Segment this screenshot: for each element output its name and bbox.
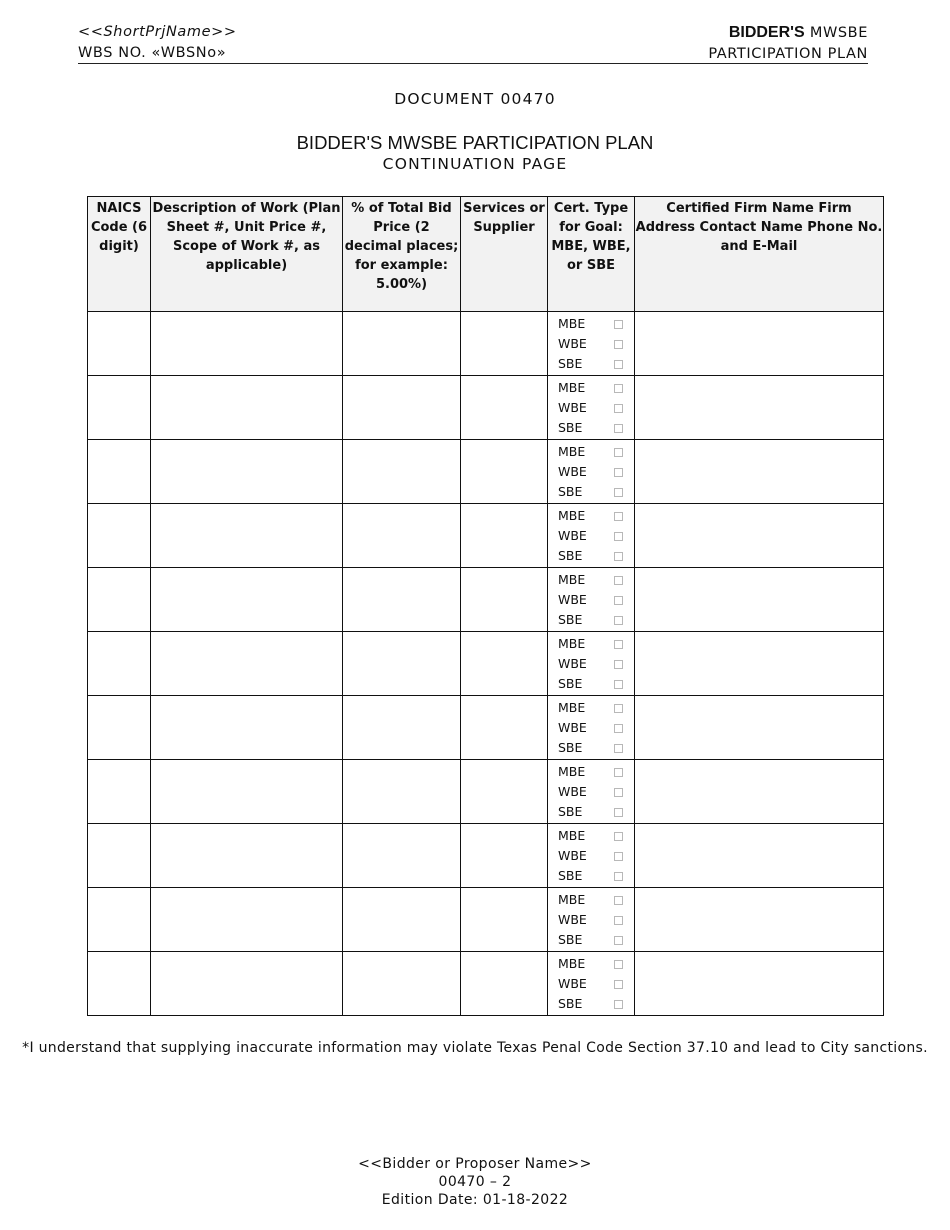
checkbox-icon[interactable] <box>614 1000 623 1009</box>
description-cell[interactable] <box>151 696 343 760</box>
percent-cell[interactable] <box>343 504 461 568</box>
checkbox-icon[interactable] <box>614 552 623 561</box>
firm-info-cell[interactable] <box>635 312 884 376</box>
header-left <box>78 22 237 64</box>
cert-option-label: SBE <box>558 548 583 563</box>
cert-option-label: WBE <box>558 976 587 991</box>
checkbox-icon[interactable] <box>614 404 623 413</box>
firm-info-cell[interactable] <box>635 376 884 440</box>
cert-option-label: SBE <box>558 676 583 691</box>
cert-option-label: SBE <box>558 740 583 755</box>
cert-option-label: MBE <box>558 956 586 971</box>
cert-option <box>558 398 634 418</box>
checkbox-icon[interactable] <box>614 960 623 969</box>
cert-option-label: MBE <box>558 700 586 715</box>
checkbox-icon[interactable] <box>614 832 623 841</box>
wbs-number: WBS NO. «WBSNo» <box>78 45 227 61</box>
cert-option-label: WBE <box>558 720 587 735</box>
checkbox-icon[interactable] <box>614 936 623 945</box>
percent-cell[interactable] <box>343 376 461 440</box>
cert-option-label: WBE <box>558 912 587 927</box>
project-name: <<ShortPrjName>> <box>78 24 237 40</box>
checkbox-icon[interactable] <box>614 768 623 777</box>
checkbox-icon[interactable] <box>614 680 623 689</box>
firm-info-cell[interactable] <box>635 440 884 504</box>
cert-option-label: SBE <box>558 932 583 947</box>
cert-option <box>558 634 634 654</box>
header-mwsbe: MWSBE <box>804 25 868 41</box>
services-cell[interactable] <box>461 632 548 696</box>
cert-option <box>558 314 634 334</box>
page-footer <box>0 1155 950 1209</box>
header-rule <box>78 63 868 64</box>
cert-option-label: SBE <box>558 996 583 1011</box>
footnote: *I understand that supplying inaccurate information may violate Texas Penal Code Section 37.10 and lead to City sanctions. <box>22 1040 928 1056</box>
cert-option <box>558 442 634 462</box>
description-cell[interactable] <box>151 824 343 888</box>
header-bidders: BIDDER'S <box>728 24 805 41</box>
checkbox-icon[interactable] <box>614 744 623 753</box>
naics-cell[interactable] <box>88 952 151 1016</box>
firm-info-cell[interactable] <box>635 952 884 1016</box>
page-title: BIDDER'S MWSBE PARTICIPATION PLAN <box>296 132 654 153</box>
naics-cell[interactable] <box>88 824 151 888</box>
cert-option <box>558 610 634 630</box>
cert-option-label: WBE <box>558 784 587 799</box>
cert-option <box>558 846 634 866</box>
percent-cell[interactable] <box>343 888 461 952</box>
percent-cell[interactable] <box>343 568 461 632</box>
cert-option <box>558 738 634 758</box>
cert-type-cell <box>548 952 635 1016</box>
services-cell[interactable] <box>461 824 548 888</box>
checkbox-icon[interactable] <box>614 468 623 477</box>
cert-option-label: MBE <box>558 764 586 779</box>
checkbox-icon[interactable] <box>614 512 623 521</box>
cert-option <box>558 782 634 802</box>
services-cell[interactable] <box>461 952 548 1016</box>
header-participation-plan: PARTICIPATION PLAN <box>708 46 868 62</box>
percent-cell[interactable] <box>343 440 461 504</box>
cert-option <box>558 546 634 566</box>
cert-option-label: MBE <box>558 316 586 331</box>
cert-option-label: WBE <box>558 848 587 863</box>
checkbox-icon[interactable] <box>614 424 623 433</box>
services-cell[interactable] <box>461 504 548 568</box>
checkbox-icon[interactable] <box>614 320 623 329</box>
cert-type-cell <box>548 504 635 568</box>
cert-type-cell <box>548 696 635 760</box>
cert-option <box>558 994 634 1014</box>
cert-option <box>558 974 634 994</box>
services-cell[interactable] <box>461 888 548 952</box>
checkbox-icon[interactable] <box>614 896 623 905</box>
cert-option-label: WBE <box>558 528 587 543</box>
cert-option <box>558 378 634 398</box>
services-cell[interactable] <box>461 568 548 632</box>
cert-option-label: WBE <box>558 464 587 479</box>
naics-cell[interactable] <box>88 312 151 376</box>
cert-option <box>558 910 634 930</box>
col-services-or-supplier: Services or Supplier <box>461 197 548 312</box>
cert-type-cell <box>548 376 635 440</box>
table-row <box>88 696 884 760</box>
services-cell[interactable] <box>461 312 548 376</box>
cert-option-label: SBE <box>558 420 583 435</box>
cert-type-cell <box>548 632 635 696</box>
col-description-of-work: Description of Work (Plan Sheet #, Unit Price #, Scope of Work #, as applicable) <box>151 197 343 312</box>
checkbox-icon[interactable] <box>614 660 623 669</box>
description-cell[interactable] <box>151 888 343 952</box>
naics-cell[interactable] <box>88 760 151 824</box>
table-row <box>88 824 884 888</box>
cert-option <box>558 590 634 610</box>
cert-option-label: MBE <box>558 380 586 395</box>
cert-option-label: MBE <box>558 508 586 523</box>
checkbox-icon[interactable] <box>614 852 623 861</box>
col-percent-total-bid: % of Total Bid Price (2 decimal places; for example: 5.00%) <box>343 197 461 312</box>
col-naics-code: NAICS Code (6 digit) <box>88 197 151 312</box>
naics-cell[interactable] <box>88 568 151 632</box>
firm-info-cell[interactable] <box>635 760 884 824</box>
percent-cell[interactable] <box>343 760 461 824</box>
checkbox-icon[interactable] <box>614 576 623 585</box>
checkbox-icon[interactable] <box>614 916 623 925</box>
naics-cell[interactable] <box>88 440 151 504</box>
cert-option-label: MBE <box>558 572 586 587</box>
services-cell[interactable] <box>461 376 548 440</box>
checkbox-icon[interactable] <box>614 724 623 733</box>
cert-option <box>558 482 634 502</box>
checkbox-icon[interactable] <box>614 872 623 881</box>
services-cell[interactable] <box>461 760 548 824</box>
checkbox-icon[interactable] <box>614 448 623 457</box>
cert-option <box>558 526 634 546</box>
description-cell[interactable] <box>151 440 343 504</box>
cert-type-cell <box>548 888 635 952</box>
naics-cell[interactable] <box>88 376 151 440</box>
cert-option <box>558 570 634 590</box>
checkbox-icon[interactable] <box>614 980 623 989</box>
description-cell[interactable] <box>151 632 343 696</box>
cert-option <box>558 802 634 822</box>
table-row <box>88 888 884 952</box>
checkbox-icon[interactable] <box>614 640 623 649</box>
cert-option-label: SBE <box>558 484 583 499</box>
percent-cell[interactable] <box>343 952 461 1016</box>
table-row <box>88 760 884 824</box>
footer-page-number: 00470 – 2 <box>438 1174 512 1190</box>
cert-option <box>558 826 634 846</box>
firm-info-cell[interactable] <box>635 824 884 888</box>
cert-type-cell <box>548 440 635 504</box>
description-cell[interactable] <box>151 760 343 824</box>
cert-option-label: WBE <box>558 400 587 415</box>
cert-option-label: MBE <box>558 444 586 459</box>
cert-option <box>558 462 634 482</box>
checkbox-icon[interactable] <box>614 788 623 797</box>
table-row <box>88 632 884 696</box>
table-header-row <box>88 197 884 312</box>
cert-option <box>558 506 634 526</box>
checkbox-icon[interactable] <box>614 704 623 713</box>
footer-bidder-name: <<Bidder or Proposer Name>> <box>358 1156 592 1172</box>
description-cell[interactable] <box>151 312 343 376</box>
page-subtitle: CONTINUATION PAGE <box>382 155 568 173</box>
checkbox-icon[interactable] <box>614 340 623 349</box>
cert-option <box>558 930 634 950</box>
col-certified-firm: Certified Firm Name Firm Address Contact Name Phone No. and E-Mail <box>635 197 884 312</box>
cert-option-label: MBE <box>558 828 586 843</box>
services-cell[interactable] <box>461 696 548 760</box>
description-cell[interactable] <box>151 504 343 568</box>
firm-info-cell[interactable] <box>635 632 884 696</box>
firm-info-cell[interactable] <box>635 504 884 568</box>
cert-option-label: WBE <box>558 336 587 351</box>
cert-type-cell <box>548 760 635 824</box>
cert-option-label: MBE <box>558 636 586 651</box>
percent-cell[interactable] <box>343 312 461 376</box>
checkbox-icon[interactable] <box>614 808 623 817</box>
cert-option <box>558 354 634 374</box>
cert-option-label: WBE <box>558 592 587 607</box>
table-row <box>88 952 884 1016</box>
cert-type-cell <box>548 824 635 888</box>
cert-option-label: SBE <box>558 356 583 371</box>
checkbox-icon[interactable] <box>614 616 623 625</box>
naics-cell[interactable] <box>88 632 151 696</box>
cert-type-cell <box>548 568 635 632</box>
cert-option <box>558 654 634 674</box>
cert-option-label: SBE <box>558 804 583 819</box>
cert-option-label: MBE <box>558 892 586 907</box>
cert-option-label: WBE <box>558 656 587 671</box>
table-row <box>88 312 884 376</box>
checkbox-icon[interactable] <box>614 384 623 393</box>
description-cell[interactable] <box>151 952 343 1016</box>
description-cell[interactable] <box>151 568 343 632</box>
document-number: DOCUMENT 00470 <box>394 90 556 108</box>
cert-option <box>558 762 634 782</box>
cert-option <box>558 418 634 438</box>
checkbox-icon[interactable] <box>614 360 623 369</box>
firm-info-cell[interactable] <box>635 888 884 952</box>
table-row <box>88 568 884 632</box>
percent-cell[interactable] <box>343 696 461 760</box>
cert-option-label: SBE <box>558 612 583 627</box>
cert-option <box>558 890 634 910</box>
cert-option <box>558 718 634 738</box>
cert-option <box>558 954 634 974</box>
firm-info-cell[interactable] <box>635 568 884 632</box>
percent-cell[interactable] <box>343 632 461 696</box>
naics-cell[interactable] <box>88 696 151 760</box>
cert-option-label: SBE <box>558 868 583 883</box>
naics-cell[interactable] <box>88 504 151 568</box>
footer-edition-date: Edition Date: 01-18-2022 <box>381 1192 569 1208</box>
table-row <box>88 376 884 440</box>
cert-option <box>558 866 634 886</box>
col-cert-type: Cert. Type for Goal: MBE, WBE, or SBE <box>548 197 635 312</box>
checkbox-icon[interactable] <box>614 596 623 605</box>
cert-option <box>558 334 634 354</box>
cert-option <box>558 698 634 718</box>
participation-table <box>87 196 884 1016</box>
checkbox-icon[interactable] <box>614 532 623 541</box>
header-right <box>708 22 868 65</box>
table-row <box>88 504 884 568</box>
percent-cell[interactable] <box>343 824 461 888</box>
firm-info-cell[interactable] <box>635 696 884 760</box>
cert-type-cell <box>548 312 635 376</box>
checkbox-icon[interactable] <box>614 488 623 497</box>
table-row <box>88 440 884 504</box>
services-cell[interactable] <box>461 440 548 504</box>
cert-option <box>558 674 634 694</box>
naics-cell[interactable] <box>88 888 151 952</box>
description-cell[interactable] <box>151 376 343 440</box>
